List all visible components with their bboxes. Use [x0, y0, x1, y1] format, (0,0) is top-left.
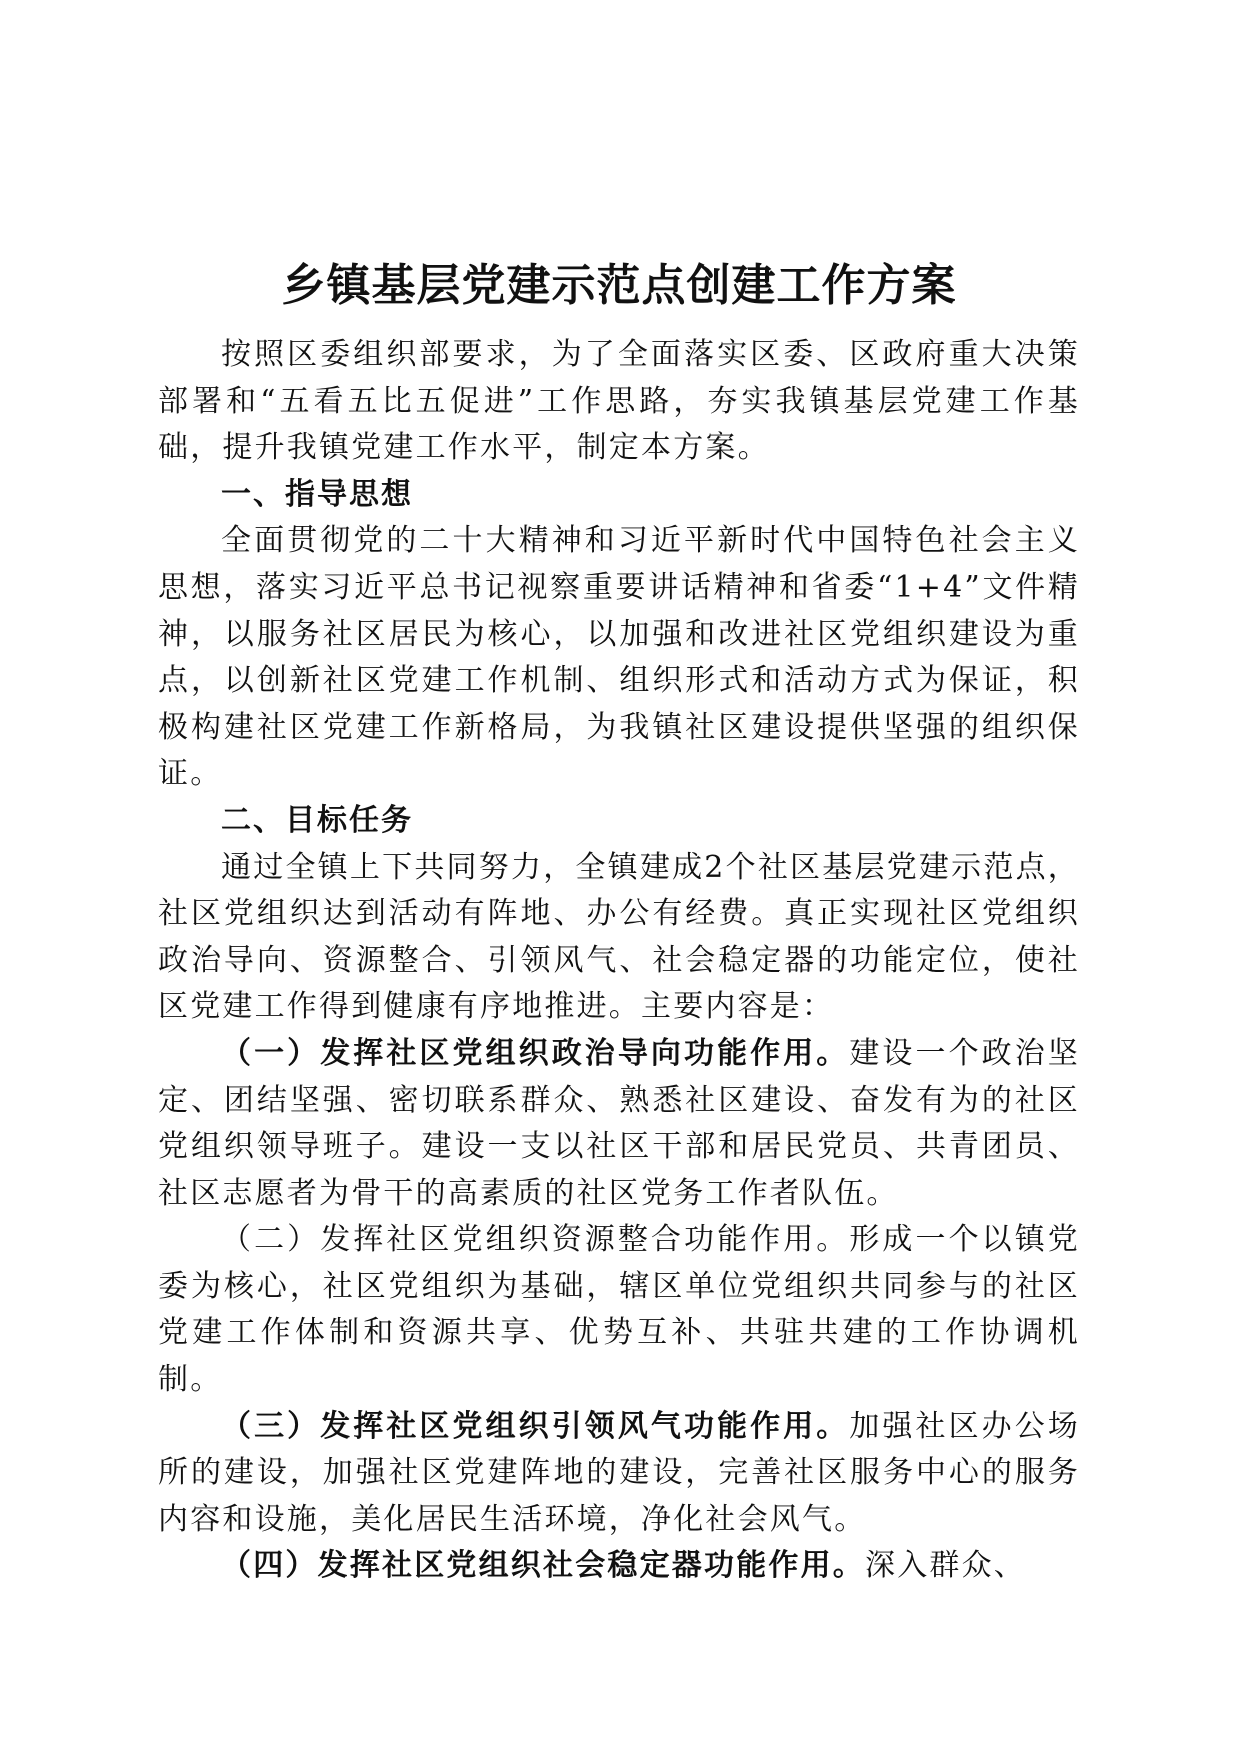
intro-paragraph: 按照区委组织部要求，为了全面落实区委、区政府重大决策部署和“五看五比五促进”工作思路，夯实我镇基层党建工作基础，提升我镇党建工作水平，制定本方案。 [158, 337, 1080, 466]
document-title: 乡镇基层党建示范点创建工作方案 [281, 260, 957, 311]
task-item-text: 形成一个以镇党委为核心，社区党组织为基础，辖区单位党组织共同参与的社区党建工作体制和资源共享、优势互补、共驻共建的工作协调机制。 [158, 1222, 1080, 1398]
task-item-lead: （四）发挥社区党组织社会稳定器功能作用。 [221, 1548, 865, 1584]
task-item-lead: （一）发挥社区党组织政治导向功能作用。 [221, 1035, 850, 1071]
task-item-lead: （三）发挥社区党组织引领风气功能作用。 [221, 1408, 850, 1444]
task-item-text: 加强社区办公场所的建设，加强社区党建阵地的建设，完善社区服务中心的服务内容和设施，美化居民生活环境，净化社会风气。 [158, 1408, 1080, 1537]
task-item-lead: （二）发挥社区党组织资源整合功能作用。 [221, 1222, 850, 1258]
task-item-leading-ethos [158, 1404, 1080, 1544]
task-item-social-stabilizer [158, 1543, 1080, 1590]
section-body-guiding-ideology: 全面贯彻党的二十大精神和习近平新时代中国特色社会主义思想，落实习近平总书记视察重要讲话精神和省委“1+4”文件精神，以服务社区居民为核心，以加强和改进社区党组织建设为重点，以创新社区党建工作机制、组织形式和活动方式为保证，积极构建社区党建工作新格局，为我镇社区建设提供坚强的组织保证。 [158, 523, 1080, 792]
section-heading-guiding-ideology: 一、指导思想 [221, 476, 413, 512]
section-heading-goals-tasks: 二、目标任务 [221, 802, 413, 838]
section-body-goals-tasks: 通过全镇上下共同努力，全镇建成2个社区基层党建示范点，社区党组织达到活动有阵地、办公有经费。真正实现社区党组织政治导向、资源整合、引领风气、社会稳定器的功能定位，使社区党建工作得到健康有序地推进。主要内容是： [158, 849, 1080, 1025]
task-item-resource-integration [158, 1217, 1080, 1403]
task-item-text: 深入群众、 [865, 1548, 1026, 1584]
task-item-text: 建设一个政治坚定、团结坚强、密切联系群众、熟悉社区建设、奋发有为的社区党组织领导班子。建设一支以社区干部和居民党员、共青团员、社区志愿者为骨干的高素质的社区党务工作者队伍。 [158, 1035, 1080, 1211]
task-item-political-guidance [158, 1031, 1080, 1217]
